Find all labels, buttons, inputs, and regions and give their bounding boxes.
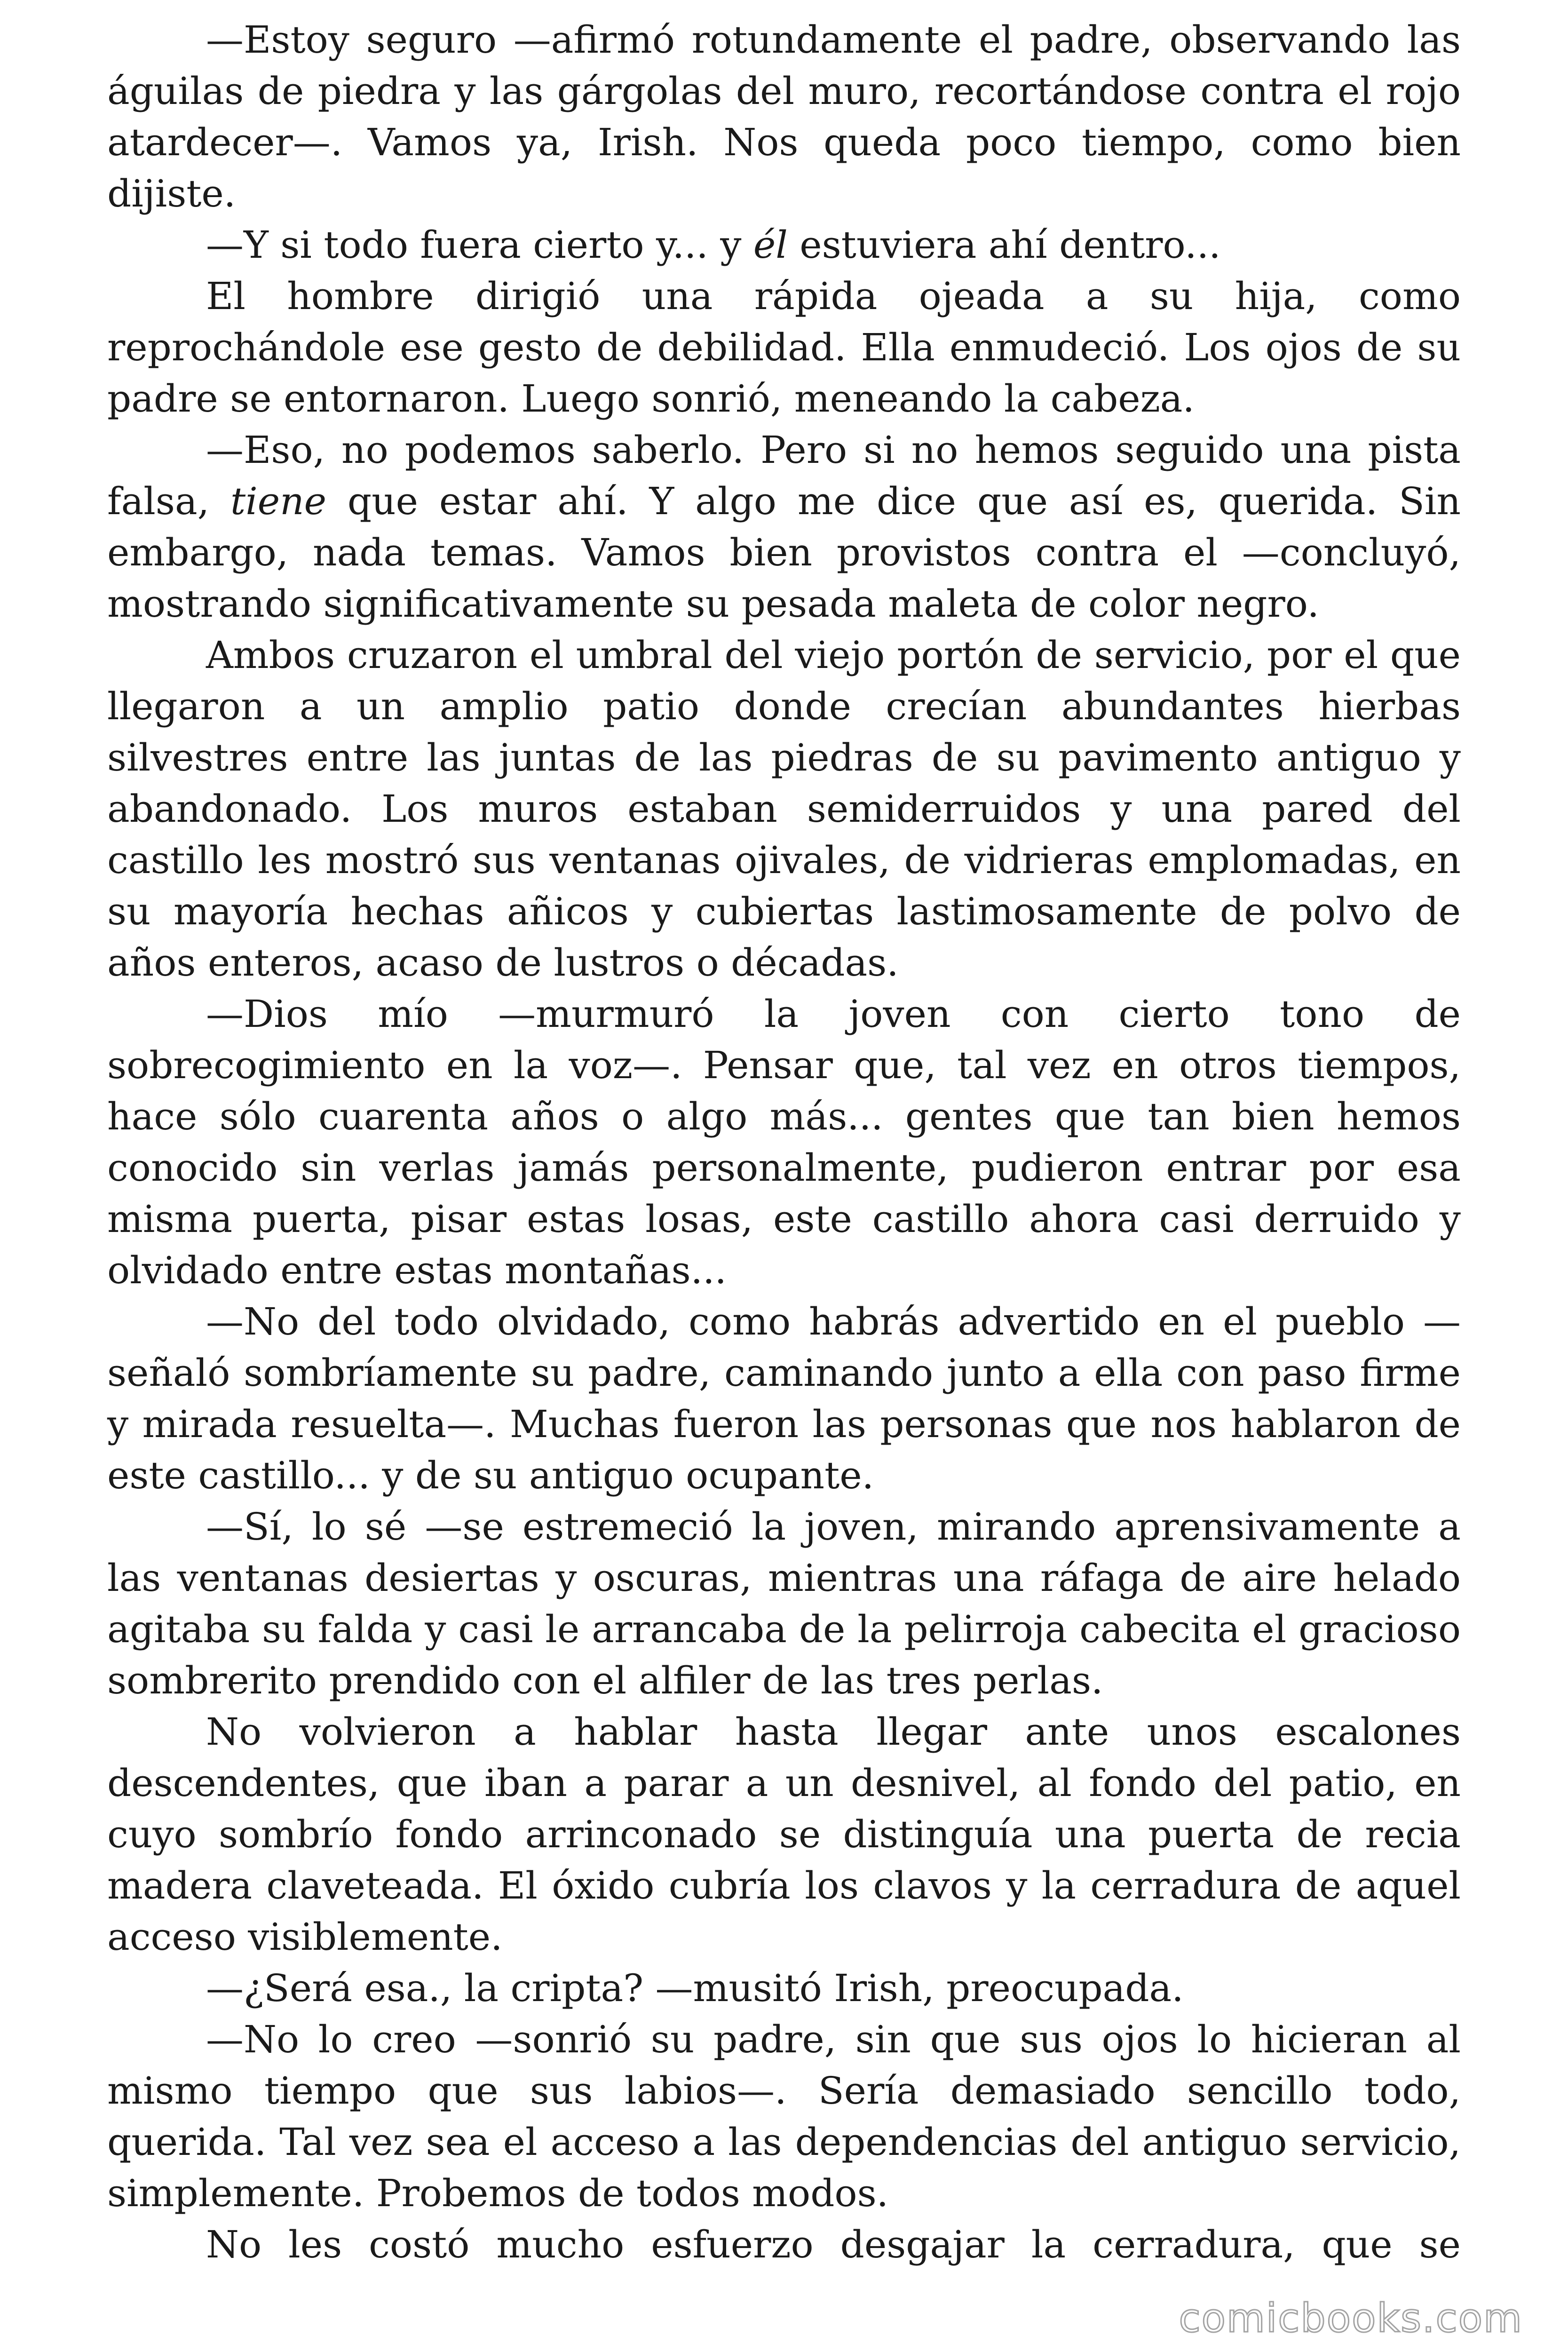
text-run: Ambos cruzaron el umbral del viejo portón de servicio, por el que llegaron a un amplio patio donde crecían abundantes hierbas silvestres entre las juntas de las piedras de su pavimento antiguo y abandonado. Los muros estaban semiderruidos y una pared del castillo les mostró sus ventanas ojivales, de vidrieras emplomadas, en su mayoría hechas añicos y cubiertas lastimosamente de polvo de años enteros, acaso de lustros o décadas. <box>107 633 1461 985</box>
paragraph <box>107 2219 1461 2270</box>
text-run: —No del todo olvidado, como habrás advertido en el pueblo —señaló sombríamente su padre, caminando junto a ella con paso firme y mirada resuelta—. Muchas fueron las personas que nos hablaron de este castillo... y de su antiguo ocupante. <box>107 1300 1461 1497</box>
italic-text: tiene <box>230 479 326 523</box>
paragraph <box>107 1501 1461 1706</box>
paragraph <box>107 988 1461 1296</box>
text-run: —Dios mío —murmuró la joven con cierto tono de sobrecogimiento en la voz—. Pensar que, tal vez en otros tiempos, hace sólo cuarenta años o algo más... gentes que tan bien hemos conocido sin verlas jamás personalmente, pudieron entrar por esa misma puerta, pisar estas losas, este castillo ahora casi derruido y olvidado entre estas montañas... <box>107 992 1461 1292</box>
text-run: El hombre dirigió una rápida ojeada a su hija, como reprochándole ese gesto de debilidad. Ella enmudeció. Los ojos de su padre se entornaron. Luego sonrió, meneando la cabeza. <box>107 274 1461 421</box>
text-run: —Sí, lo sé —se estremeció la joven, mirando aprensivamente a las ventanas desiertas y oscuras, mientras una ráfaga de aire helado agitaba su falda y casi le arrancaba de la pelirroja cabecita el gracioso sombrerito prendido con el alfiler de las tres perlas. <box>107 1505 1461 1702</box>
paragraph <box>107 14 1461 219</box>
paragraph <box>107 219 1461 270</box>
italic-text: él <box>753 223 788 267</box>
text-run: —Eso, no podemos saberlo. Pero si no hemos seguido una pista falsa, <box>107 428 1461 523</box>
paragraph <box>107 629 1461 988</box>
paragraph <box>107 1296 1461 1501</box>
text-run: —Y si todo fuera cierto y... y <box>206 223 753 267</box>
text-run: —Estoy seguro —afirmó rotundamente el padre, observando las águilas de piedra y las gárgolas del muro, recortándose contra el rojo atardecer—. Vamos ya, Irish. Nos queda poco tiempo, como bien dijiste. <box>107 18 1461 215</box>
paragraph <box>107 2014 1461 2219</box>
book-page <box>107 14 1461 2270</box>
text-run: No les costó mucho esfuerzo desgajar la cerradura, que se <box>206 2223 1461 2266</box>
text-run: —No lo creo —sonrió su padre, sin que sus ojos lo hicieran al mismo tiempo que sus labios—. Sería demasiado sencillo todo, querida. Tal vez sea el acceso a las dependencias del antiguo servicio, simplemente. Probemos de todos modos. <box>107 2018 1461 2215</box>
paragraph <box>107 270 1461 424</box>
paragraph <box>107 1706 1461 1963</box>
text-run: estuviera ahí dentro... <box>787 223 1221 267</box>
text-run: —¿Será esa., la cripta? —musitó Irish, preocupada. <box>206 1966 1184 2010</box>
text-run: No volvieron a hablar hasta llegar ante unos escalones descendentes, que iban a parar a un desnivel, al fondo del patio, en cuyo sombrío fondo arrinconado se distinguía una puerta de recia madera claveteada. El óxido cubría los clavos y la cerradura de aquel acceso visiblemente. <box>107 1710 1461 1959</box>
text-run: que estar ahí. Y algo me dice que así es, querida. Sin embargo, nada temas. Vamos bien provistos contra el —concluyó, mostrando significativamente su pesada maleta de color negro. <box>107 479 1461 626</box>
paragraph <box>107 424 1461 629</box>
paragraph <box>107 1963 1461 2014</box>
watermark: comicbooks.com <box>1179 2295 1523 2341</box>
